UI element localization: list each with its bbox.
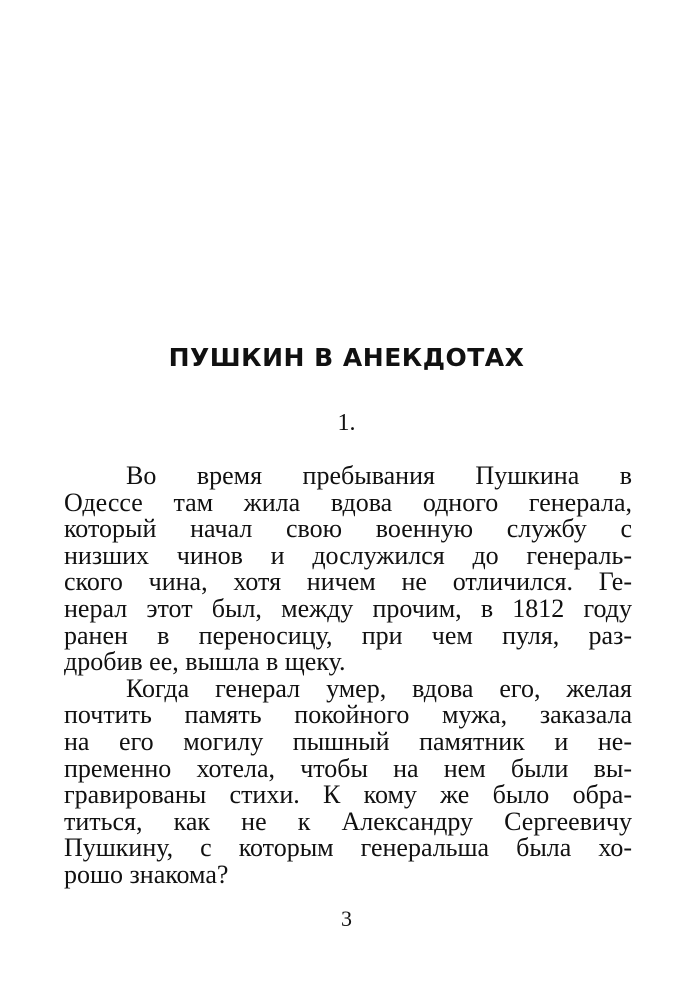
body-text: [64, 463, 632, 889]
text-line: ского чина, хотя ничем не отличился. Ге-: [64, 567, 632, 597]
text-line: дробив ее, вышла в щеку.: [64, 647, 346, 677]
text-line: пременно хотела, чтобы на нем были вы-: [64, 753, 632, 783]
chapter-title: ПУШКИН В АНЕКДОТАХ: [168, 343, 525, 372]
text-line: Пушкину, с которым генеральша была хо-: [64, 833, 632, 863]
text-line: который начал свою военную службу с: [64, 514, 632, 544]
text-line: гравированы стихи. К кому же было обра-: [64, 780, 632, 810]
text-line: на его могилу пышный памятник и не-: [64, 726, 632, 756]
text-line: ранен в переносицу, при чем пуля, раз-: [64, 620, 632, 650]
text-line: титься, как не к Александру Сергеевичу: [64, 806, 632, 836]
text-line: нерал этот был, между прочим, в 1812 году: [64, 593, 632, 623]
anecdote-number: 1.: [337, 410, 356, 436]
text-line: Во время пребывания Пушкина в: [126, 461, 632, 490]
text-line: рошо знакома?: [64, 859, 229, 889]
text-line: почтить память покойного мужа, заказала: [64, 700, 632, 730]
page-number: 3: [341, 906, 352, 931]
text-line: низших чинов и дослужился до генераль-: [64, 540, 632, 570]
text-line: Одессе там жила вдова одного генерала,: [64, 487, 632, 517]
text-line: Когда генерал умер, вдова его, желая: [126, 673, 632, 703]
